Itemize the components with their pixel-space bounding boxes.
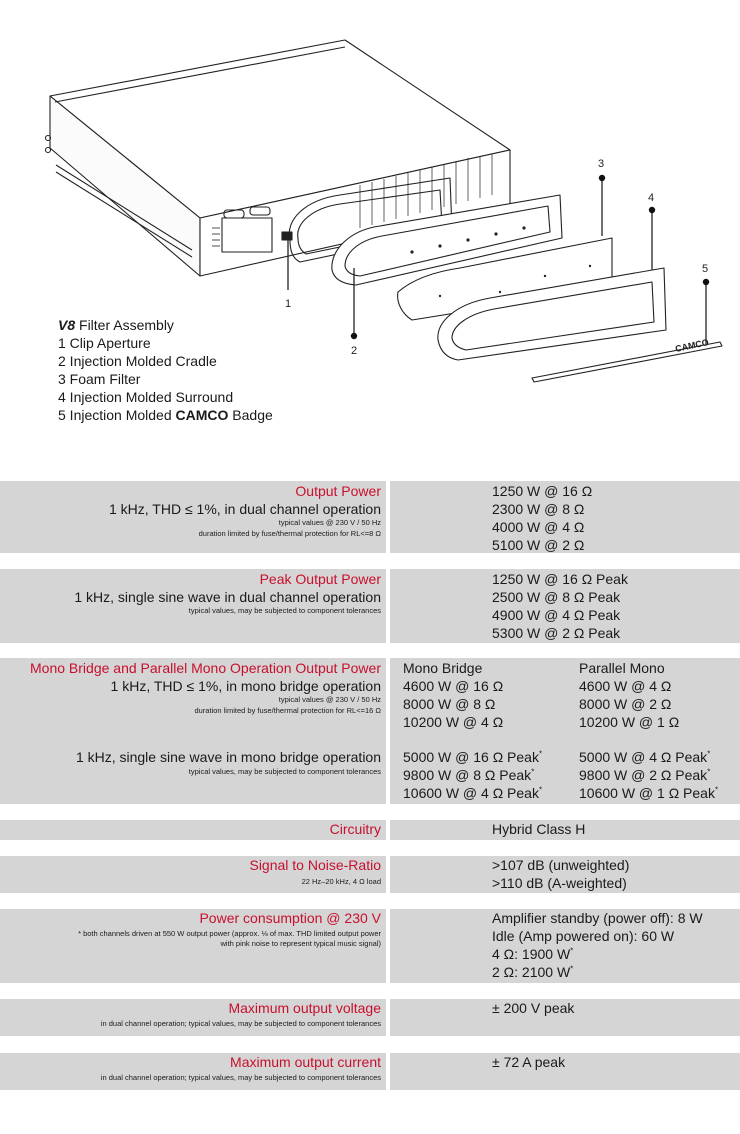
spec-value: 8000 W @ 2 Ω: [579, 696, 672, 712]
caption-item: 4 Injection Molded Surround: [58, 389, 234, 405]
spec-value: >107 dB (unweighted): [492, 857, 630, 873]
spec-condition: 1 kHz, single sine wave in dual channel operation: [74, 589, 381, 605]
spec-power-consumption: [0, 909, 740, 983]
spec-circuitry: [0, 820, 740, 840]
spec-value: 8000 W @ 8 Ω: [403, 696, 496, 712]
callout-1: 1: [285, 298, 292, 310]
spec-value: 4600 W @ 16 Ω: [403, 678, 504, 694]
spec-title: Circuitry: [329, 821, 381, 837]
parallel-mono-header: Parallel Mono: [579, 660, 665, 676]
spec-note: in dual channel operation; typical values, may be subjected to component tolerances: [100, 1019, 381, 1028]
caption-item: 3 Foam Filter: [58, 371, 141, 387]
spec-output-power: [0, 481, 740, 553]
spec-title: Signal to Noise-Ratio: [249, 857, 381, 873]
badge-logo: CAMCO: [674, 337, 710, 354]
spec-value: 1250 W @ 16 Ω Peak: [492, 571, 628, 587]
spec-value: ± 200 V peak: [492, 1000, 575, 1016]
spec-note: * both channels driven at 550 W output power (approx. ⅛ of max. THD limited output power: [78, 929, 381, 938]
spec-value: 10600 W @ 1 Ω Peak*: [579, 785, 719, 801]
caption-item: 1 Clip Aperture: [58, 335, 151, 351]
spec-value: 5100 W @ 2 Ω: [492, 537, 585, 553]
spec-max-output-voltage: [0, 999, 740, 1036]
callout-4: 4: [648, 192, 655, 204]
spec-max-output-current: [0, 1053, 740, 1090]
spec-value: 10200 W @ 4 Ω: [403, 714, 504, 730]
spec-value: 2300 W @ 8 Ω: [492, 501, 585, 517]
spec-value: 5000 W @ 16 Ω Peak*: [403, 749, 543, 765]
spec-value: 2 Ω: 2100 W*: [492, 964, 574, 980]
spec-note: typical values @ 230 V / 50 Hz: [278, 518, 381, 527]
callout-2: 2: [351, 345, 358, 357]
mono-bridge-header: Mono Bridge: [403, 660, 483, 676]
spec-value: 9800 W @ 2 Ω Peak*: [579, 767, 711, 783]
spec-value: Idle (Amp powered on): 60 W: [492, 928, 675, 944]
spec-condition: 1 kHz, THD ≤ 1%, in mono bridge operation: [110, 678, 381, 694]
caption-item: 5 Injection Molded CAMCO Badge: [58, 407, 273, 423]
spec-value: 5000 W @ 4 Ω Peak*: [579, 749, 711, 765]
spec-value: >110 dB (A-weighted): [492, 875, 627, 891]
assembly-caption: [58, 316, 273, 424]
spec-title: Maximum output voltage: [228, 1000, 381, 1016]
spec-title: Maximum output current: [230, 1054, 381, 1070]
spec-condition: 1 kHz, single sine wave in mono bridge operation: [75, 749, 381, 765]
spec-note: with pink noise to represent typical music signal): [220, 939, 381, 948]
spec-value: Amplifier standby (power off): 8 W: [492, 910, 703, 926]
spec-value: Hybrid Class H: [492, 821, 586, 837]
spec-value: 4000 W @ 4 Ω: [492, 519, 585, 535]
spec-note: 22 Hz–20 kHz, 4 Ω load: [301, 877, 381, 886]
caption-title: V8 Filter Assembly: [58, 317, 174, 333]
spec-title: Power consumption @ 230 V: [199, 910, 381, 926]
spec-value: ± 72 A peak: [492, 1054, 566, 1070]
spec-condition: 1 kHz, THD ≤ 1%, in dual channel operation: [108, 501, 381, 517]
spec-note: typical values, may be subjected to component tolerances: [188, 767, 381, 776]
spec-signal-to-noise: [0, 856, 740, 893]
spec-title: Output Power: [295, 483, 381, 499]
spec-value: 4900 W @ 4 Ω Peak: [492, 607, 621, 623]
spec-note: duration limited by fuse/thermal protection for RL<=8 Ω: [198, 529, 381, 538]
spec-note: duration limited by fuse/thermal protection for RL<=16 Ω: [194, 706, 381, 715]
spec-value: 5300 W @ 2 Ω Peak: [492, 625, 621, 641]
spec-value: 10600 W @ 4 Ω Peak*: [403, 785, 543, 801]
spec-peak-output-power: [0, 569, 740, 643]
spec-note: typical values @ 230 V / 50 Hz: [278, 695, 381, 704]
callout-5: 5: [702, 263, 709, 275]
spec-value: 2500 W @ 8 Ω Peak: [492, 589, 621, 605]
callout-3: 3: [598, 158, 605, 170]
spec-note: in dual channel operation; typical values, may be subjected to component tolerances: [100, 1073, 381, 1082]
spec-value: 10200 W @ 1 Ω: [579, 714, 680, 730]
spec-title: Peak Output Power: [259, 571, 381, 587]
spec-title: Mono Bridge and Parallel Mono Operation Output Power: [30, 660, 381, 676]
spec-value: 4 Ω: 1900 W*: [492, 946, 574, 962]
spec-mono-bridge: [0, 658, 740, 804]
spec-value: 4600 W @ 4 Ω: [579, 678, 672, 694]
spec-value: 1250 W @ 16 Ω: [492, 483, 593, 499]
spec-note: typical values, may be subjected to component tolerances: [188, 606, 381, 615]
spec-value: 9800 W @ 8 Ω Peak*: [403, 767, 535, 783]
caption-item: 2 Injection Molded Cradle: [58, 353, 217, 369]
